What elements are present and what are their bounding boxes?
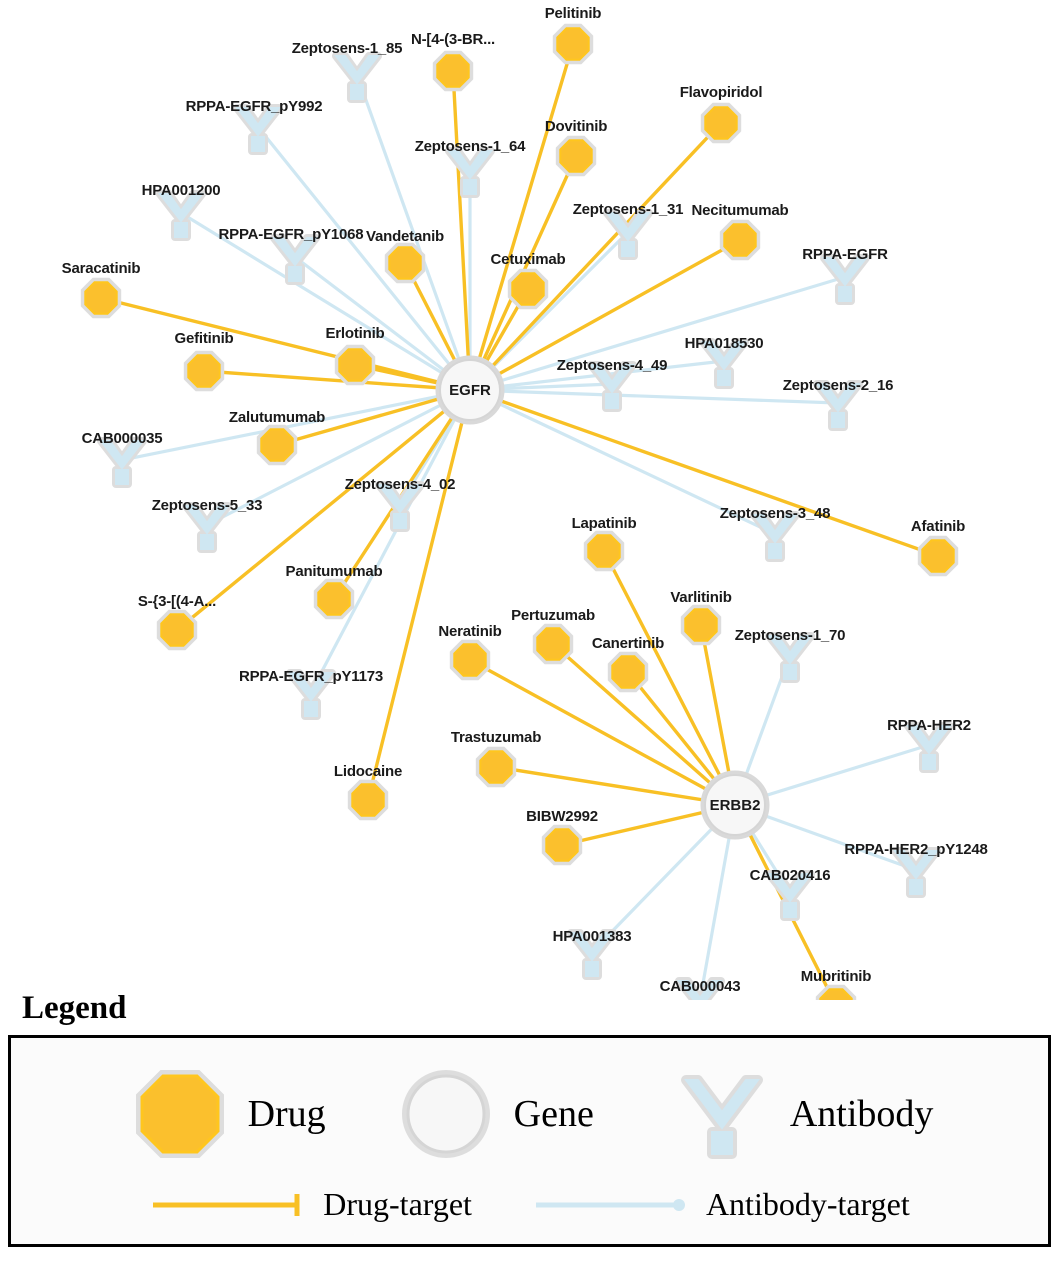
drug-label: Trastuzumab	[450, 729, 542, 746]
legend-gene-label: Gene	[513, 1093, 594, 1135]
drug-node-body	[560, 140, 591, 171]
drug-label: Flavopiridol	[679, 84, 763, 101]
antibody-node-body	[336, 56, 378, 99]
drug-label: Pertuzumab	[511, 607, 595, 624]
drug-label: Lidocaine	[333, 763, 403, 780]
drug-node[interactable]	[724, 224, 755, 255]
drug-node-body	[389, 247, 420, 278]
gene-node[interactable]	[440, 360, 500, 420]
gene-icon	[392, 1060, 500, 1168]
legend-item-gene	[392, 1060, 594, 1168]
drug-label: S-{3-[(4-A...	[137, 593, 217, 610]
drug-node-body	[612, 656, 643, 687]
gene-node[interactable]	[705, 775, 765, 835]
drug-label: Dovitinib	[544, 118, 608, 135]
antibody-label: Zeptosens-1_31	[572, 201, 684, 218]
drug-node[interactable]	[612, 656, 643, 687]
drug-label: Neratinib	[438, 623, 502, 640]
drug-node[interactable]	[437, 55, 468, 86]
drug-node[interactable]	[705, 107, 736, 138]
edge-layer	[101, 44, 938, 1000]
antibody-label: Zeptosens-1_64	[414, 138, 526, 155]
antibody-node[interactable]	[160, 194, 202, 237]
legend-antibody-label: Antibody	[789, 1093, 934, 1135]
antibody-label: HPA001200	[141, 182, 221, 199]
drug-node-body	[188, 355, 219, 386]
drug-node[interactable]	[560, 140, 591, 171]
legend	[8, 990, 1051, 1247]
drug-node[interactable]	[339, 349, 370, 380]
antibody-node[interactable]	[824, 258, 866, 301]
drug-node[interactable]	[480, 751, 511, 782]
drug-node-body	[724, 224, 755, 255]
legend-antibody-target-label: Antibody-target	[705, 1186, 910, 1222]
antibody-label: HPA001383	[552, 928, 632, 945]
edge-antibody-target	[311, 390, 470, 692]
drug-node[interactable]	[512, 273, 543, 304]
legend-item-antibody-target	[532, 1186, 910, 1223]
drug-node[interactable]	[685, 609, 716, 640]
antibody-icon	[668, 1060, 776, 1168]
antibody-label: Zeptosens-1_85	[291, 40, 403, 57]
drug-node[interactable]	[537, 628, 568, 659]
antibody-label: RPPA-EGFR_pY1068	[218, 226, 364, 243]
antibody-label: RPPA-EGFR_pY1173	[238, 668, 384, 685]
drug-node[interactable]	[352, 784, 383, 815]
antibody-node[interactable]	[101, 441, 143, 484]
legend-item-drug-target	[149, 1186, 472, 1223]
drug-node[interactable]	[318, 583, 349, 614]
drug-node-body	[85, 282, 116, 313]
drug-node-body	[339, 349, 370, 380]
antibody-node-body	[824, 258, 866, 301]
antibody-label: RPPA-EGFR	[802, 246, 888, 263]
antibody-label: CAB000043	[659, 978, 741, 995]
gene-node-label: EGFR	[449, 382, 491, 399]
drug-node[interactable]	[188, 355, 219, 386]
drug-node-body	[454, 644, 485, 675]
antibody-label: Zeptosens-3_48	[719, 505, 831, 522]
antibody-label: HPA018530	[684, 335, 764, 352]
antibody-label: Zeptosens-1_70	[734, 627, 846, 644]
legend-box	[8, 1035, 1051, 1247]
drug-label: Erlotinib	[325, 325, 385, 342]
gene-node-label: ERBB2	[709, 797, 761, 814]
antibody-label: Zeptosens-4_49	[556, 357, 668, 374]
legend-title: Legend	[22, 990, 127, 1026]
edge-drug-target	[453, 71, 470, 390]
drug-node-body	[512, 273, 543, 304]
legend-item-drug	[126, 1060, 326, 1168]
antibody-node-body	[160, 194, 202, 237]
drug-label: Cetuximab	[490, 251, 566, 268]
antibody-label: Zeptosens-4_02	[344, 476, 456, 493]
antibody-node[interactable]	[449, 151, 491, 194]
drug-label: Panitumumab	[285, 563, 383, 580]
drug-label: Vandetanib	[365, 228, 445, 245]
drug-target-edge-icon	[149, 1190, 309, 1220]
drug-node-body	[685, 609, 716, 640]
drug-node[interactable]	[161, 614, 192, 645]
drug-label: Canertinib	[591, 635, 665, 652]
drug-node-body	[557, 28, 588, 59]
drug-label: Gefitinib	[174, 330, 234, 347]
antibody-node[interactable]	[336, 56, 378, 99]
drug-node[interactable]	[454, 644, 485, 675]
antibody-label: Zeptosens-2_16	[782, 377, 894, 394]
antibody-label: RPPA-HER2	[887, 717, 971, 734]
drug-label: Pelitinib	[544, 5, 602, 22]
drug-label: Afatinib	[910, 518, 966, 535]
drug-label: Lapatinib	[571, 515, 637, 532]
antibody-target-edge-icon	[532, 1190, 692, 1220]
edge-drug-target	[470, 390, 938, 556]
drug-node[interactable]	[922, 540, 953, 571]
drug-label: Zalutumumab	[228, 409, 326, 426]
drug-node-body	[922, 540, 953, 571]
drug-node-body	[546, 829, 577, 860]
legend-item-antibody	[668, 1060, 934, 1168]
drug-node[interactable]	[389, 247, 420, 278]
antibody-node-body	[101, 441, 143, 484]
antibody-label: CAB020416	[749, 867, 831, 884]
drug-node-body	[352, 784, 383, 815]
drug-label: Mubritinib	[800, 968, 872, 985]
drug-label: Saracatinib	[61, 260, 141, 277]
drug-label: Necitumumab	[691, 202, 789, 219]
drug-label: N-[4-(3-BR...	[410, 31, 496, 48]
drug-label: Varlitinib	[670, 589, 732, 606]
antibody-label: RPPA-EGFR_pY992	[185, 98, 323, 115]
drug-node-body	[480, 751, 511, 782]
drug-node-body	[437, 55, 468, 86]
drug-node[interactable]	[588, 535, 619, 566]
drug-node[interactable]	[85, 282, 116, 313]
drug-node-body	[537, 628, 568, 659]
drug-node-body	[318, 583, 349, 614]
legend-drug-target-label: Drug-target	[323, 1186, 472, 1222]
drug-node-body	[588, 535, 619, 566]
drug-icon	[126, 1060, 234, 1168]
drug-node-body	[161, 614, 192, 645]
drug-node[interactable]	[546, 829, 577, 860]
drug-label: BIBW2992	[526, 808, 598, 825]
drug-node-body	[261, 429, 292, 460]
legend-drug-label: Drug	[247, 1093, 326, 1135]
drug-node[interactable]	[557, 28, 588, 59]
antibody-label: RPPA-HER2_pY1248	[844, 841, 988, 858]
antibody-label: CAB000035	[81, 430, 163, 447]
antibody-node-body	[449, 151, 491, 194]
antibody-label: Zeptosens-5_33	[151, 497, 263, 514]
drug-node[interactable]	[261, 429, 292, 460]
drug-node-body	[705, 107, 736, 138]
